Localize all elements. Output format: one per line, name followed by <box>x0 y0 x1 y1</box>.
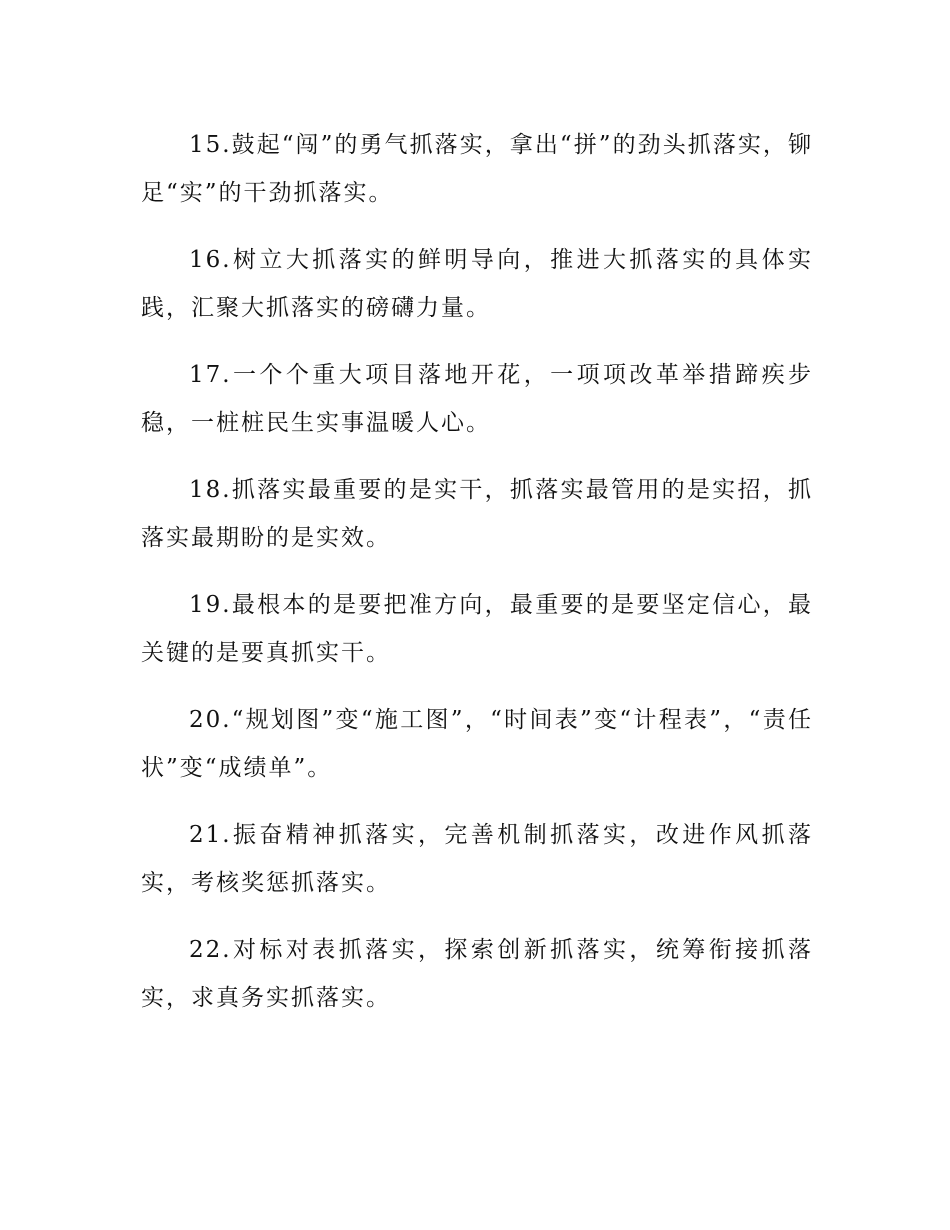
paragraph-22: 22.对标对表抓落实，探索创新抓落实，统筹衔接抓落实，求真务实抓落实。 <box>141 937 813 1011</box>
paragraph-20: 20.“规划图”变“施工图”，“时间表”变“计程表”，“责任状”变“成绩单”。 <box>141 707 813 781</box>
paragraph-15: 15.鼓起“闯”的勇气抓落实，拿出“拼”的劲头抓落实，铆足“实”的干劲抓落实。 <box>141 132 813 206</box>
paragraph-21: 21.振奋精神抓落实，完善机制抓落实，改进作风抓落实，考核奖惩抓落实。 <box>141 822 813 896</box>
paragraph-19: 19.最根本的是要把准方向，最重要的是要坚定信心，最关键的是要真抓实干。 <box>141 592 813 666</box>
paragraph-18: 18.抓落实最重要的是实干，抓落实最管用的是实招，抓落实最期盼的是实效。 <box>141 477 813 551</box>
paragraph-17: 17.一个个重大项目落地开花，一项项改革举措蹄疾步稳，一桩桩民生实事温暖人心。 <box>141 362 813 436</box>
paragraph-16: 16.树立大抓落实的鲜明导向，推进大抓落实的具体实践，汇聚大抓落实的磅礴力量。 <box>141 247 813 321</box>
